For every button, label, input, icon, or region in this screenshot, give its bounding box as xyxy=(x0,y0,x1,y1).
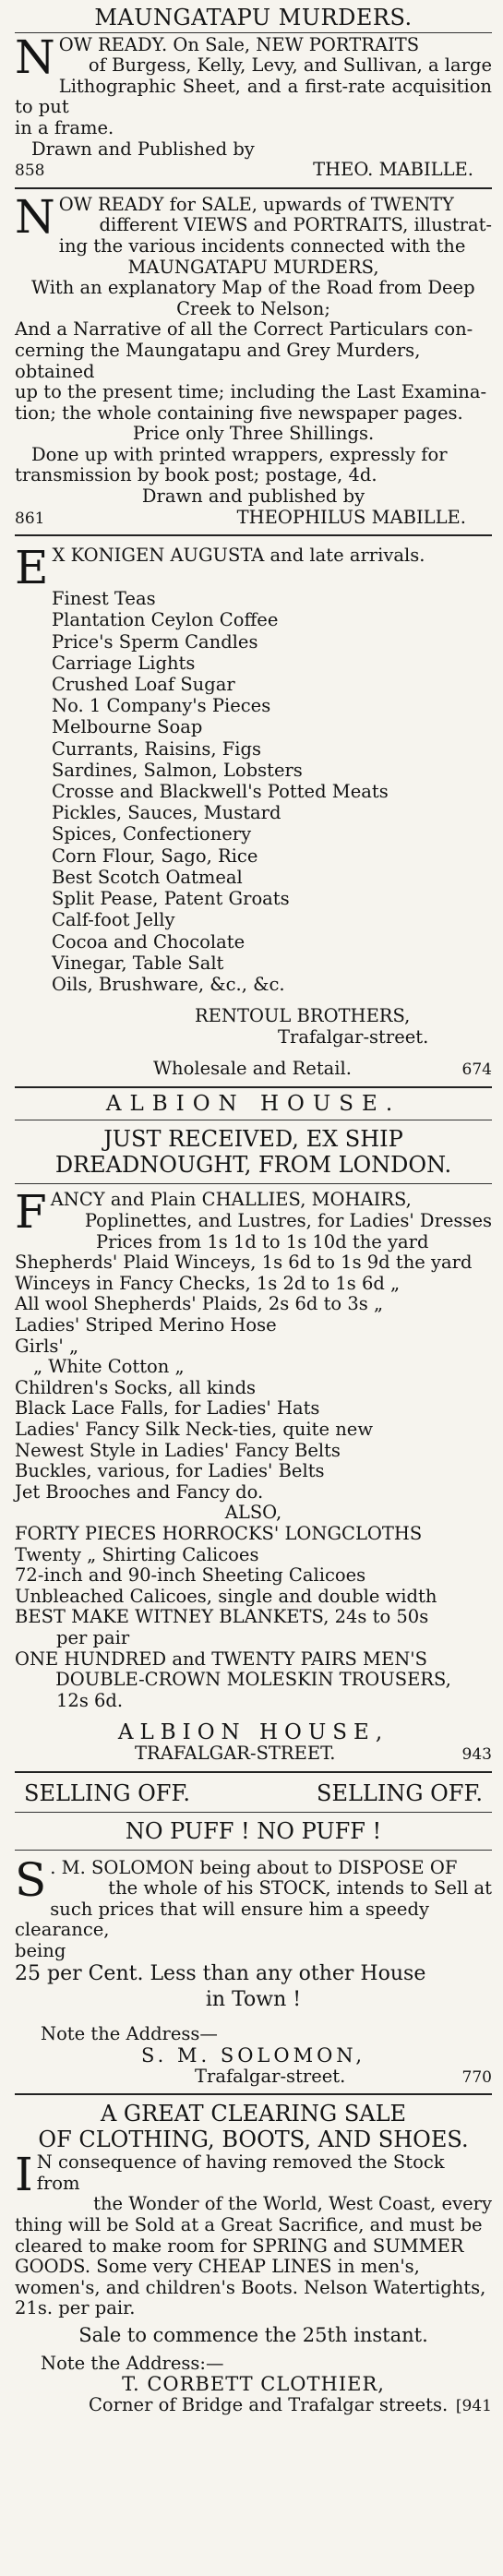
ad-text-line: transmission by book post; postage, 4d. xyxy=(15,464,377,486)
list-item: Cocoa and Chocolate xyxy=(52,930,246,953)
ad-subtitle: DREADNOUGHT, FROM LONDON. xyxy=(54,1152,452,1179)
ad-street: TRAFALGAR-STREET. xyxy=(135,1742,336,1764)
list-item: No. 1 Company's Pieces xyxy=(52,695,271,717)
ad-title: ALBION HOUSE. xyxy=(105,1091,401,1116)
ad-text-line: different VIEWS and PORTRAITS, illustrat- xyxy=(99,214,492,236)
ad-number: 943 xyxy=(461,1744,492,1764)
ad-text-line: FORTY PIECES HORROCKS' LONGCLOTHS xyxy=(15,1522,423,1544)
list-item: Carriage Lights xyxy=(52,652,196,674)
ad-text-line: Prices from 1s 1d to 1s 10d the yard xyxy=(96,1230,429,1252)
ad-number: [941 xyxy=(455,2396,492,2415)
ad-text-line: Price only Three Shillings. xyxy=(132,423,375,445)
list-item: Corn Flour, Sago, Rice xyxy=(52,845,258,867)
ad-subtitle: JUST RECEIVED, EX SHIP xyxy=(103,1126,403,1153)
ad-clearing-sale xyxy=(15,2101,492,2416)
ad-text-line: ing the various incidents connected with the xyxy=(58,234,466,257)
ad-text-line: OW READY. On Sale, NEW PORTRAITS xyxy=(58,33,420,55)
divider xyxy=(15,1850,492,1851)
ad-text-line: Ladies' Fancy Silk Neck-ties, quite new xyxy=(15,1419,374,1441)
divider xyxy=(15,534,492,536)
drop-cap: E xyxy=(15,541,49,595)
ad-title: A GREAT CLEARING SALE xyxy=(100,2101,407,2127)
divider xyxy=(15,1086,492,1088)
ad-text-line: Twenty „ Shirting Calicoes xyxy=(15,1543,259,1565)
list-item: Calf-foot Jelly xyxy=(52,909,175,931)
ad-albion-house xyxy=(15,1091,492,1766)
ad-title: OF CLOTHING, BOOTS, AND SHOES. xyxy=(38,2127,469,2153)
list-item: Oils, Brushware, &c., &c. xyxy=(52,973,285,995)
ad-title: MAUNGATAPU MURDERS. xyxy=(94,5,413,30)
ad-note: Note the Address:— xyxy=(41,2352,224,2374)
ad-text-line: Done up with printed wrappers, expressly for xyxy=(31,443,448,465)
ad-signature: THEO. MABILLE. xyxy=(313,159,473,181)
ad-text-line: up to the present time; including the Last Examina- xyxy=(15,381,487,403)
ad-title: SELLING OFF. xyxy=(317,1779,483,1806)
ad-signature: T. CORBETT CLOTHIER, xyxy=(122,2373,385,2396)
ad-text-line: in a frame. xyxy=(15,116,114,138)
ad-highlight: 25 per Cent. Less than any other House xyxy=(15,1962,426,1986)
drop-cap: I xyxy=(15,2148,33,2202)
ad-firm: RENTOUL BROTHERS, xyxy=(195,1005,411,1027)
ad-text-line: cerning the Maungatapu and Grey Murders, obtained xyxy=(15,339,421,382)
ad-commence: Sale to commence the 25th instant. xyxy=(78,2324,428,2347)
ad-subtitle: MAUNGATAPU MURDERS, xyxy=(127,256,379,278)
ad-number: 858 xyxy=(15,162,45,181)
ad-text-line: Girls' „ xyxy=(15,1335,79,1357)
ad-text-line: 12s 6d. xyxy=(56,1689,124,1711)
ad-number: 861 xyxy=(15,509,45,528)
ad-text-line: Lithographic Sheet, and a first-rate acquisition to put xyxy=(15,75,492,118)
drop-cap: S xyxy=(15,1852,47,1907)
ad-text-line: Ladies' Striped Merino Hose xyxy=(15,1314,277,1336)
list-item: Best Scotch Oatmeal xyxy=(52,866,243,888)
list-item: Split Pease, Patent Groats xyxy=(52,888,290,910)
divider xyxy=(15,1771,492,1773)
ad-note: Note the Address— xyxy=(41,2023,218,2045)
ad-text-line: 21s. per pair. xyxy=(15,2297,136,2319)
ad-text-line: women's, and children's Boots. Nelson Watertights, xyxy=(15,2276,486,2298)
ad-text-line: X KONIGEN AUGUSTA and late arrivals. xyxy=(52,545,425,567)
drop-cap: N xyxy=(15,189,55,244)
ad-signature: THEOPHILUS MABILLE. xyxy=(236,506,466,528)
ad-text-line: And a Narrative of all the Correct Particulars con- xyxy=(15,318,473,341)
ad-street: Corner of Bridge and Trafalgar streets. xyxy=(89,2393,449,2415)
ad-signature: S. M. SOLOMON, xyxy=(140,2044,366,2067)
ad-number: 674 xyxy=(461,1060,492,1080)
divider xyxy=(15,1812,492,1813)
ad-selling-off xyxy=(15,1779,492,2089)
newspaper-column xyxy=(0,7,503,2416)
ad-text-line: . M. SOLOMON being about to DISPOSE OF xyxy=(50,1856,458,1878)
drop-cap: N xyxy=(15,30,55,84)
ad-drawn-by: Drawn and Published by xyxy=(31,138,255,160)
ad-title: SELLING OFF. xyxy=(24,1779,190,1806)
ad-text-line: BEST MAKE WITNEY BLANKETS, 24s to 50s xyxy=(15,1606,429,1628)
ad-text-line: Shepherds' Plaid Winceys, 1s 6d to 1s 9d the yard xyxy=(15,1252,473,1274)
divider xyxy=(15,187,492,189)
ad-text-line: thing will be Sold at a Great Sacrifice, and must be xyxy=(15,2214,483,2236)
ad-highlight: in Town ! xyxy=(205,1988,302,2012)
ad-text-line: tion; the whole containing five newspaper pages. xyxy=(15,401,463,424)
list-item: Vinegar, Table Salt xyxy=(52,952,224,974)
ad-text-line: N consequence of having removed the Stock from xyxy=(36,2151,445,2194)
divider xyxy=(15,1183,492,1184)
ad-text-line: Creek to Nelson; xyxy=(176,297,330,319)
ad-maungatapu-portraits xyxy=(15,7,492,182)
ad-text-line: being xyxy=(15,1939,66,1961)
ad-text-line: Buckles, various, for Ladies' Belts xyxy=(15,1460,325,1482)
ad-text-line: of Burgess, Kelly, Levy, and Sullivan, a large xyxy=(88,54,492,77)
ad-text-line: the whole of his STOCK, intends to Sell at xyxy=(108,1877,492,1899)
ad-text-line: Winceys in Fancy Checks, 1s 2d to 1s 6d „ xyxy=(15,1272,401,1294)
ad-text-line: 72-inch and 90-inch Sheeting Calicoes xyxy=(15,1564,366,1587)
ad-text-line: ONE HUNDRED and TWENTY PAIRS MEN'S xyxy=(15,1647,427,1670)
ad-street: Trafalgar-street. xyxy=(195,2065,346,2087)
ad-text-line: Black Lace Falls, for Ladies' Hats xyxy=(15,1397,320,1420)
ad-text-line: Newest Style in Ladies' Fancy Belts xyxy=(15,1439,341,1461)
divider xyxy=(15,32,492,33)
list-item: Spices, Confectionery xyxy=(52,823,252,845)
list-item: Price's Sperm Candles xyxy=(52,630,258,653)
list-item: Currants, Raisins, Figs xyxy=(52,737,262,760)
ad-text-line: Jet Brooches and Fancy do. xyxy=(15,1480,264,1503)
ad-footer-title: ALBION HOUSE, xyxy=(117,1720,389,1745)
ad-number: 770 xyxy=(461,2067,492,2087)
ad-text-line: „ White Cotton „ xyxy=(33,1356,185,1378)
list-item: Finest Teas xyxy=(52,588,156,610)
ad-maungatapu-views xyxy=(15,189,492,530)
ad-also: ALSO, xyxy=(224,1502,282,1524)
ad-text-line: such prices that will ensure him a speedy clearance, xyxy=(15,1898,429,1941)
list-item: Crosse and Blackwell's Potted Meats xyxy=(52,781,389,803)
ad-text-line: per pair xyxy=(56,1626,130,1648)
list-item: Crushed Loaf Sugar xyxy=(52,674,235,696)
ad-text-line: Poplinettes, and Lustres, for Ladies' Dresses xyxy=(84,1210,492,1232)
ad-drawn-by: Drawn and published by xyxy=(141,485,365,508)
ad-text-line: With an explanatory Map of the Road from Deep xyxy=(31,277,475,299)
divider xyxy=(15,2093,492,2095)
ad-subtitle: NO PUFF ! NO PUFF ! xyxy=(125,1817,382,1844)
ad-konigen-augusta xyxy=(15,541,492,1081)
list-item: Pickles, Sauces, Mustard xyxy=(52,802,281,824)
ad-street: Trafalgar-street. xyxy=(278,1025,429,1048)
list-item: Plantation Ceylon Coffee xyxy=(52,609,279,631)
ad-text-line: ANCY and Plain CHALLIES, MOHAIRS, xyxy=(50,1189,412,1211)
ad-text-line: All wool Shepherds' Plaids, 2s 6d to 3s „ xyxy=(15,1293,384,1315)
drop-cap: F xyxy=(15,1185,47,1240)
ad-text-line: cleared to make room for SPRING and SUMMER xyxy=(15,2235,464,2257)
ad-text-line: OW READY for SALE, upwards of TWENTY xyxy=(58,193,454,215)
ad-text-line: the Wonder of the World, West Coast, every xyxy=(93,2193,492,2215)
ad-text-line: Children's Socks, all kinds xyxy=(15,1376,257,1398)
ad-text-line: GOODS. Some very CHEAP LINES in men's, xyxy=(15,2256,420,2278)
ad-wholesale: Wholesale and Retail. xyxy=(153,1058,352,1080)
list-item: Melbourne Soap xyxy=(52,716,203,738)
list-item: Sardines, Salmon, Lobsters xyxy=(52,759,303,781)
ad-text-line: DOUBLE-CROWN MOLESKIN TROUSERS, xyxy=(55,1669,451,1691)
ad-text-line: Unbleached Calicoes, single and double width xyxy=(15,1585,437,1607)
